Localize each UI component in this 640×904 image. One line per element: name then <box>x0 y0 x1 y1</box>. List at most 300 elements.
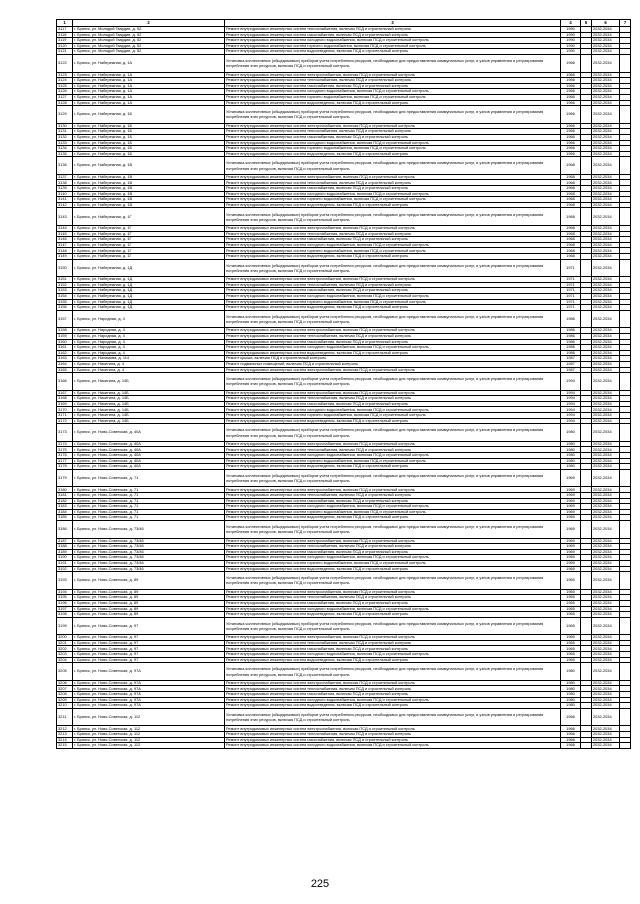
row-number: 3129 <box>57 106 73 124</box>
row-number: 3165 <box>57 367 73 373</box>
row-number: 3167 <box>57 390 73 396</box>
work-type: Установка коллективных (общедомовых) приборов учета потребления ресурсов, необходимых для предоставления коммунальных услуг, и узлов управления и регулирования потребления этих ресурсов, включая ПСД и строительный контроль <box>225 572 561 590</box>
period: 2032-2034 <box>592 72 620 78</box>
year-built: 1965 <box>561 652 581 658</box>
work-type: Ремонт внутридомовых инженерных систем газоснабжения, включая ПСД и строительный контроль <box>225 549 561 555</box>
year-built: 1971 <box>561 299 581 305</box>
year-built: 1971 <box>561 259 581 277</box>
table-row <box>57 520 631 538</box>
row-number: 3173 <box>57 424 73 442</box>
row-number: 3196 <box>57 600 73 606</box>
work-type: Ремонт внутридомовых инженерных систем водоотведения, включая ПСД и строительный контроль <box>225 305 561 311</box>
work-type: Ремонт внутридомовых инженерных систем водоотведения, включая ПСД и строительный контроль <box>225 657 561 663</box>
row-number: 3120 <box>57 43 73 49</box>
year-built: 1966 <box>561 129 581 135</box>
period: 2032-2034 <box>592 140 620 146</box>
col-7 <box>620 520 631 538</box>
work-type: Ремонт внутридомовых инженерных систем газоснабжения, включая ПСД и строительный контроль <box>225 339 561 345</box>
work-type: Ремонт внутридомовых инженерных систем горячего водоснабжения, включая ПСД и строительный контроль <box>225 248 561 254</box>
row-number: 3158 <box>57 328 73 334</box>
address: г. Брянск, ул. Набережная, д. 1Г <box>73 248 225 254</box>
work-type: Ремонт внутридомовых инженерных систем газоснабжения, включая ПСД и строительный контроль <box>225 288 561 294</box>
address: г. Брянск, ул. Ново-Советская, д. 89 <box>73 600 225 606</box>
address: г. Брянск, ул. Набережная, д. 1Б <box>73 146 225 152</box>
header-col-3: 3 <box>225 20 561 27</box>
col-5 <box>581 259 592 277</box>
address: г. Брянск, ул. Ново-Советская, д. 40А <box>73 441 225 447</box>
row-number: 3143 <box>57 208 73 226</box>
work-type: Ремонт внутридомовых инженерных систем электроснабжения, включая ПСД и строительный контроль <box>225 726 561 732</box>
row-number: 3181 <box>57 493 73 499</box>
work-type: Установка коллективных (общедомовых) приборов учета потребления ресурсов, необходимых для предоставления коммунальных услуг, и узлов управления и регулирования потребления этих ресурсов, включая ПСД и строительный контроль <box>225 54 561 72</box>
address: г. Брянск, ул. Ново-Советская, д. 97 <box>73 635 225 641</box>
period: 2032-2034 <box>592 493 620 499</box>
work-type: Ремонт внутридомовых инженерных систем холодного водоснабжения, включая ПСД и строительный контроль <box>225 453 561 459</box>
table-row <box>57 743 631 749</box>
year-built: 1980 <box>561 453 581 459</box>
period: 2032-2034 <box>592 686 620 692</box>
table-row <box>57 663 631 681</box>
year-built: 1969 <box>561 566 581 572</box>
year-built: 1990 <box>561 38 581 44</box>
period: 2032-2034 <box>592 345 620 351</box>
period: 2032-2034 <box>592 737 620 743</box>
address: г. Брянск, ул. Молодой Гвардии, д. 52 <box>73 32 225 38</box>
period: 2032-2034 <box>592 566 620 572</box>
year-built: 1986 <box>561 350 581 356</box>
address: г. Брянск, ул. Народная, д. 4 <box>73 310 225 328</box>
period: 2032-2034 <box>592 180 620 186</box>
work-type: Установка коллективных (общедомовых) приборов учета потребления ресурсов, необходимых для предоставления коммунальных услуг, и узлов управления и регулирования потребления этих ресурсов, включая ПСД и строительный контроль <box>225 617 561 635</box>
year-built: 1971 <box>561 282 581 288</box>
year-built: 1968 <box>561 197 581 203</box>
work-type: Ремонт внутридомовых инженерных систем горячего водоснабжения, включая ПСД и строительный контроль <box>225 560 561 566</box>
year-built: 1968 <box>561 248 581 254</box>
period: 2032-2034 <box>592 237 620 243</box>
address: г. Брянск, ул. Никитина, д. 4 <box>73 361 225 367</box>
year-built: 1968 <box>561 226 581 232</box>
period: 2032-2034 <box>592 589 620 595</box>
period: 2032-2034 <box>592 367 620 373</box>
row-number: 3123 <box>57 72 73 78</box>
year-built: 1990 <box>561 27 581 33</box>
work-type: Ремонт внутридомовых инженерных систем холодного водоснабжения, включая ПСД и строительный контроль <box>225 743 561 749</box>
address: г. Брянск, ул. Ново-Советская, д. 40А <box>73 424 225 442</box>
work-type: Ремонт внутридомовых инженерных систем горячего водоснабжения, включая ПСД и строительный контроль <box>225 509 561 515</box>
row-number: 3121 <box>57 49 73 55</box>
work-type: Ремонт внутридомовых инженерных систем холодного водоснабжения, включая ПСД и строительный контроль <box>225 140 561 146</box>
row-number: 3152 <box>57 282 73 288</box>
year-built: 1965 <box>561 657 581 663</box>
address: г. Брянск, ул. Набережная, д. 1Д <box>73 282 225 288</box>
row-number: 3124 <box>57 78 73 84</box>
work-type: Установка коллективных (общедомовых) приборов учета потребления ресурсов, необходимых для предоставления коммунальных услуг, и узлов управления и регулирования потребления этих ресурсов, включая ПСД и строительный контроль <box>225 310 561 328</box>
work-type: Ремонт внутридомовых инженерных систем теплоснабжения, включая ПСД и строительный контроль <box>225 640 561 646</box>
row-number: 3130 <box>57 123 73 129</box>
address: г. Брянск, ул. Ново-Советская, д. 112 <box>73 726 225 732</box>
address: г. Брянск, ул. Ново-Советская, д. 89 <box>73 589 225 595</box>
year-built: 1968 <box>561 208 581 226</box>
work-type: Ремонт внутридомовых инженерных систем теплоснабжения, включая ПСД и строительный контроль <box>225 27 561 33</box>
address: г. Брянск, ул. Набережная, д. 1Б <box>73 129 225 135</box>
year-built: 1994 <box>561 401 581 407</box>
col-7 <box>620 743 631 749</box>
work-type: Установка коллективных (общедомовых) приборов учета потребления ресурсов, необходимых для предоставления коммунальных услуг, и узлов управления и регулирования потребления этих ресурсов, включая ПСД и строительный контроль <box>225 663 561 681</box>
period: 2032-2034 <box>592 708 620 726</box>
work-type: Ремонт внутридомовых инженерных систем теплоснабжения, включая ПСД и строительный контроль <box>225 231 561 237</box>
address: г. Брянск, ул. Набережная, д. 1Д <box>73 305 225 311</box>
table-row <box>57 259 631 277</box>
address: г. Брянск, ул. Ново-Советская, д. 112 <box>73 708 225 726</box>
col-5 <box>581 572 592 590</box>
row-number: 3164 <box>57 361 73 367</box>
work-type: Ремонт внутридомовых инженерных систем водоотведения, включая ПСД и строительный контроль <box>225 202 561 208</box>
row-number: 3213 <box>57 732 73 738</box>
row-number: 3190 <box>57 555 73 561</box>
header-col-4: 4 <box>561 20 581 27</box>
row-number: 3199 <box>57 617 73 635</box>
period: 2032-2034 <box>592 305 620 311</box>
work-type: Установка коллективных (общедомовых) приборов учета потребления ресурсов, необходимых для предоставления коммунальных услуг, и узлов управления и регулирования потребления этих ресурсов, включая ПСД и строительный контроль <box>225 708 561 726</box>
year-built: 1987 <box>561 367 581 373</box>
work-type: Ремонт внутридомовых инженерных систем холодного водоснабжения, включая ПСД и строительный контроль <box>225 606 561 612</box>
period: 2032-2034 <box>592 680 620 686</box>
address: г. Брянск, ул. Ново-Советская, д. 89 <box>73 572 225 590</box>
row-number: 3141 <box>57 197 73 203</box>
period: 2032-2034 <box>592 43 620 49</box>
address: г. Брянск, ул. Набережная, д. 1А <box>73 83 225 89</box>
row-number: 3197 <box>57 606 73 612</box>
col-5 <box>581 310 592 328</box>
period: 2032-2034 <box>592 89 620 95</box>
year-built: 1994 <box>561 418 581 424</box>
work-type: Ремонт внутридомовых инженерных систем холодного водоснабжения, включая ПСД и строительный контроль <box>225 242 561 248</box>
row-number: 3189 <box>57 549 73 555</box>
address: г. Брянск, ул. Ново-Советская, д. 89 <box>73 612 225 618</box>
row-number: 3193 <box>57 572 73 590</box>
work-type: Ремонт внутридомовых инженерных систем электроснабжения, включая ПСД и строительный контроль <box>225 226 561 232</box>
year-built: 1994 <box>561 373 581 391</box>
address: г. Брянск, ул. Никитина, д. 14Б <box>73 373 225 391</box>
period: 2032-2034 <box>592 544 620 550</box>
address: г. Брянск, ул. Молодой Гвардии, д. 52 <box>73 49 225 55</box>
row-number: 3144 <box>57 226 73 232</box>
period: 2032-2034 <box>592 38 620 44</box>
row-number: 3178 <box>57 464 73 470</box>
period: 2032-2034 <box>592 453 620 459</box>
work-type: Ремонт внутридомовых инженерных систем горячего водоснабжения, включая ПСД и строительный контроль <box>225 299 561 305</box>
year-built: 1969 <box>561 504 581 510</box>
address: г. Брянск, ул. Набережная, д. 1Б <box>73 106 225 124</box>
row-number: 3194 <box>57 589 73 595</box>
year-built: 1987 <box>561 356 581 362</box>
year-built: 1969 <box>561 515 581 521</box>
address: г. Брянск, ул. Набережная, д. 1Д <box>73 299 225 305</box>
work-type: Ремонт внутридомовых инженерных систем водоотведения, включая ПСД и строительный контроль <box>225 254 561 260</box>
row-number: 3209 <box>57 697 73 703</box>
row-number: 3125 <box>57 83 73 89</box>
row-number: 3138 <box>57 180 73 186</box>
period: 2032-2034 <box>592 612 620 618</box>
row-number: 3131 <box>57 129 73 135</box>
work-type: Ремонт внутридомовых инженерных систем теплоснабжения, включая ПСД и строительный контроль <box>225 282 561 288</box>
work-type: Ремонт внутридомовых инженерных систем газоснабжения, включая ПСД и строительный контроль <box>225 186 561 192</box>
row-number: 3119 <box>57 38 73 44</box>
work-type: Установка коллективных (общедомовых) приборов учета потребления ресурсов, необходимых для предоставления коммунальных услуг, и узлов управления и регулирования потребления этих ресурсов, включая ПСД и строительный контроль <box>225 106 561 124</box>
address: г. Брянск, ул. Набережная, д. 1В <box>73 186 225 192</box>
year-built: 1980 <box>561 703 581 709</box>
period: 2032-2034 <box>592 248 620 254</box>
work-type: Ремонт внутридомовых инженерных систем горячего водоснабжения, включая ПСД и строительный контроль <box>225 197 561 203</box>
row-number: 3183 <box>57 504 73 510</box>
work-type: Ремонт внутридомовых инженерных систем газоснабжения, включая ПСД и строительный контроль <box>225 237 561 243</box>
row-number: 3212 <box>57 726 73 732</box>
period: 2032-2034 <box>592 407 620 413</box>
work-type: Ремонт внутридомовых инженерных систем газоснабжения, включая ПСД и строительный контроль <box>225 134 561 140</box>
address: г. Брянск, ул. Никитина, д. 14Б <box>73 407 225 413</box>
address: г. Брянск, ул. Народная, д. 4 <box>73 339 225 345</box>
row-number: 3140 <box>57 191 73 197</box>
col-5 <box>581 663 592 681</box>
period: 2032-2034 <box>592 54 620 72</box>
year-built: 1969 <box>561 509 581 515</box>
row-number: 3151 <box>57 277 73 283</box>
work-type: Ремонт внутридомовых инженерных систем водоотведения, включая ПСД и строительный контроль <box>225 515 561 521</box>
address: г. Брянск, ул. Ново-Советская, д. 112 <box>73 743 225 749</box>
period: 2032-2034 <box>592 595 620 601</box>
year-built: 1994 <box>561 390 581 396</box>
work-type: Ремонт внутридомовых инженерных систем холодного водоснабжения, включая ПСД и строительный контроль <box>225 555 561 561</box>
year-built: 1966 <box>561 743 581 749</box>
year-built: 1968 <box>561 231 581 237</box>
work-type: Ремонт внутридомовых инженерных систем теплоснабжения, включая ПСД и строительный контроль <box>225 493 561 499</box>
year-built: 1969 <box>561 560 581 566</box>
row-number: 3168 <box>57 396 73 402</box>
address: г. Брянск, ул. Набережная, д. 1Г <box>73 231 225 237</box>
address: г. Брянск, ул. Набережная, д. 1Б <box>73 123 225 129</box>
address: г. Брянск, ул. Никитина, д. 14Б <box>73 413 225 419</box>
work-type: Ремонт внутридомовых инженерных систем холодного водоснабжения, включая ПСД и строительный контроль <box>225 38 561 44</box>
year-built: 1966 <box>561 140 581 146</box>
period: 2032-2034 <box>592 123 620 129</box>
header-col-1: 1 <box>57 20 73 27</box>
row-number: 3192 <box>57 566 73 572</box>
address: г. Брянск, ул. Набережная, д. 1В <box>73 157 225 175</box>
period: 2032-2034 <box>592 191 620 197</box>
work-type: Ремонт внутридомовых инженерных систем водоотведения, включая ПСД и строительный контроль <box>225 612 561 618</box>
address: г. Брянск, ул. Народная, д. 4 <box>73 350 225 356</box>
row-number: 3184 <box>57 509 73 515</box>
period: 2032-2034 <box>592 692 620 698</box>
row-number: 3117 <box>57 27 73 33</box>
work-type: Ремонт внутридомовых инженерных систем электроснабжения, включая ПСД и строительный контроль <box>225 390 561 396</box>
address: г. Брянск, ул. Ново-Советская, д. 73/46 <box>73 566 225 572</box>
col-5 <box>581 520 592 538</box>
address: г. Брянск, ул. Ново-Советская, д. 73/46 <box>73 520 225 538</box>
col-7 <box>620 373 631 391</box>
period: 2032-2034 <box>592 78 620 84</box>
work-type: Ремонт внутридомовых инженерных систем горячего водоснабжения, включая ПСД и строительный контроль <box>225 458 561 464</box>
row-number: 3127 <box>57 94 73 100</box>
year-built: 1986 <box>561 328 581 334</box>
work-type: Ремонт внутридомовых инженерных систем газоснабжения, включая ПСД и строительный контроль <box>225 83 561 89</box>
table-row <box>57 424 631 442</box>
row-number: 3215 <box>57 743 73 749</box>
address: г. Брянск, ул. Молодой Гвардии, д. 52 <box>73 38 225 44</box>
year-built: 1966 <box>561 737 581 743</box>
year-built: 1966 <box>561 708 581 726</box>
address: г. Брянск, ул. Ново-Советская, д. 71 <box>73 509 225 515</box>
work-type: Ремонт крыши, включая ПСД и строительный контроль <box>225 356 561 362</box>
address: г. Брянск, ул. Ново-Советская, д. 71 <box>73 498 225 504</box>
period: 2032-2034 <box>592 361 620 367</box>
year-built: 1986 <box>561 310 581 328</box>
period: 2032-2034 <box>592 226 620 232</box>
col-5 <box>581 424 592 442</box>
address: г. Брянск, ул. Ново-Советская, д. 97А <box>73 692 225 698</box>
row-number: 3207 <box>57 686 73 692</box>
work-type: Установка коллективных (общедомовых) приборов учета потребления ресурсов, необходимых для предоставления коммунальных услуг, и узлов управления и регулирования потребления этих ресурсов, включая ПСД и строительный контроль <box>225 259 561 277</box>
col-5 <box>581 208 592 226</box>
period: 2032-2034 <box>592 27 620 33</box>
col-7 <box>620 663 631 681</box>
period: 2032-2034 <box>592 640 620 646</box>
row-number: 3145 <box>57 231 73 237</box>
col-7 <box>620 572 631 590</box>
address: г. Брянск, ул. Ново-Советская, д. 97А <box>73 697 225 703</box>
col-7 <box>620 424 631 442</box>
period: 2032-2034 <box>592 560 620 566</box>
year-built: 1966 <box>561 54 581 72</box>
period: 2032-2034 <box>592 418 620 424</box>
address: г. Брянск, ул. Нахимова, д. 114 <box>73 356 225 362</box>
work-type: Ремонт внутридомовых инженерных систем теплоснабжения, включая ПСД и строительный контроль <box>225 732 561 738</box>
period: 2032-2034 <box>592 458 620 464</box>
year-built: 1965 <box>561 600 581 606</box>
period: 2032-2034 <box>592 447 620 453</box>
year-built: 1965 <box>561 646 581 652</box>
header-col-7: 7 <box>620 20 631 27</box>
address: г. Брянск, ул. Ново-Советская, д. 73/46 <box>73 560 225 566</box>
row-number: 3160 <box>57 339 73 345</box>
period: 2032-2034 <box>592 617 620 635</box>
row-number: 3166 <box>57 373 73 391</box>
row-number: 3198 <box>57 612 73 618</box>
row-number: 3126 <box>57 89 73 95</box>
row-number: 3210 <box>57 703 73 709</box>
table-row <box>57 106 631 124</box>
period: 2032-2034 <box>592 83 620 89</box>
period: 2032-2034 <box>592 157 620 175</box>
row-number: 3146 <box>57 237 73 243</box>
period: 2032-2034 <box>592 259 620 277</box>
period: 2032-2034 <box>592 538 620 544</box>
row-number: 3179 <box>57 469 73 487</box>
work-type: Ремонт внутридомовых инженерных систем газоснабжения, включая ПСД и строительный контроль <box>225 498 561 504</box>
period: 2032-2034 <box>592 231 620 237</box>
row-number: 3155 <box>57 299 73 305</box>
work-type: Ремонт внутридомовых инженерных систем газоснабжения, включая ПСД и строительный контроль <box>225 401 561 407</box>
address: г. Брянск, ул. Ново-Советская, д. 97А <box>73 686 225 692</box>
work-type: Ремонт внутридомовых инженерных систем электроснабжения, включая ПСД и строительный контроль <box>225 328 561 334</box>
year-built: 1971 <box>561 277 581 283</box>
col-5 <box>581 617 592 635</box>
address: г. Брянск, ул. Набережная, д. 1Д <box>73 293 225 299</box>
address: г. Брянск, ул. Набережная, д. 1Г <box>73 242 225 248</box>
table-row <box>57 617 631 635</box>
period: 2032-2034 <box>592 94 620 100</box>
year-built: 1980 <box>561 424 581 442</box>
page-number: 225 <box>310 878 330 890</box>
address: г. Брянск, ул. Народная, д. 4 <box>73 333 225 339</box>
row-number: 3122 <box>57 54 73 72</box>
period: 2032-2034 <box>592 197 620 203</box>
period: 2032-2034 <box>592 487 620 493</box>
table-row <box>57 157 631 175</box>
period: 2032-2034 <box>592 293 620 299</box>
work-type: Ремонт внутридомовых инженерных систем теплоснабжения, включая ПСД и строительный контроль <box>225 544 561 550</box>
table-row <box>57 54 631 72</box>
period: 2032-2034 <box>592 572 620 590</box>
row-number: 3161 <box>57 345 73 351</box>
address: г. Брянск, ул. Набережная, д. 1Д <box>73 259 225 277</box>
year-built: 1966 <box>561 123 581 129</box>
year-built: 1968 <box>561 157 581 175</box>
address: г. Брянск, ул. Набережная, д. 1В <box>73 180 225 186</box>
address: г. Брянск, ул. Ново-Советская, д. 97 <box>73 646 225 652</box>
work-type: Ремонт внутридомовых инженерных систем холодного водоснабжения, включая ПСД и строительный контроль <box>225 293 561 299</box>
address: г. Брянск, ул. Народная, д. 4 <box>73 328 225 334</box>
year-built: 1966 <box>561 72 581 78</box>
period: 2032-2034 <box>592 339 620 345</box>
row-number: 3136 <box>57 157 73 175</box>
address: г. Брянск, ул. Набережная, д. 1Г <box>73 254 225 260</box>
address: г. Брянск, ул. Ново-Советская, д. 97А <box>73 703 225 709</box>
row-number: 3159 <box>57 333 73 339</box>
period: 2032-2034 <box>592 635 620 641</box>
year-built: 1994 <box>561 407 581 413</box>
year-built: 1968 <box>561 202 581 208</box>
address: г. Брянск, ул. Ново-Советская, д. 89 <box>73 606 225 612</box>
work-type: Установка коллективных (общедомовых) приборов учета потребления ресурсов, необходимых для предоставления коммунальных услуг, и узлов управления и регулирования потребления этих ресурсов, включая ПСД и строительный контроль <box>225 208 561 226</box>
work-type: Ремонт внутридомовых инженерных систем электроснабжения, включая ПСД и строительный контроль <box>225 441 561 447</box>
row-number: 3153 <box>57 288 73 294</box>
year-built: 1980 <box>561 447 581 453</box>
year-built: 1965 <box>561 595 581 601</box>
period: 2032-2034 <box>592 242 620 248</box>
col-5 <box>581 373 592 391</box>
period: 2032-2034 <box>592 646 620 652</box>
year-built: 1969 <box>561 498 581 504</box>
address: г. Брянск, ул. Набережная, д. 1А <box>73 89 225 95</box>
year-built: 1969 <box>561 544 581 550</box>
col-7 <box>620 208 631 226</box>
work-type: Ремонт внутридомовых инженерных систем теплоснабжения, включая ПСД и строительный контроль <box>225 595 561 601</box>
year-built: 1965 <box>561 606 581 612</box>
year-built: 1994 <box>561 396 581 402</box>
work-type: Установка коллективных (общедомовых) приборов учета потребления ресурсов, необходимых для предоставления коммунальных услуг, и узлов управления и регулирования потребления этих ресурсов, включая ПСД и строительный контроль <box>225 373 561 391</box>
address: г. Брянск, ул. Ново-Советская, д. 73/46 <box>73 549 225 555</box>
address: г. Брянск, ул. Набережная, д. 1Б <box>73 140 225 146</box>
work-type: Установка коллективных (общедомовых) приборов учета потребления ресурсов, необходимых для предоставления коммунальных услуг, и узлов управления и регулирования потребления этих ресурсов, включая ПСД и строительный контроль <box>225 424 561 442</box>
col-7 <box>620 259 631 277</box>
row-number: 3142 <box>57 202 73 208</box>
year-built: 1987 <box>561 361 581 367</box>
period: 2032-2034 <box>592 743 620 749</box>
address: г. Брянск, ул. Ново-Советская, д. 71 <box>73 487 225 493</box>
work-type: Ремонт внутридомовых инженерных систем холодного водоснабжения, включая ПСД и строительный контроль <box>225 697 561 703</box>
period: 2032-2034 <box>592 424 620 442</box>
